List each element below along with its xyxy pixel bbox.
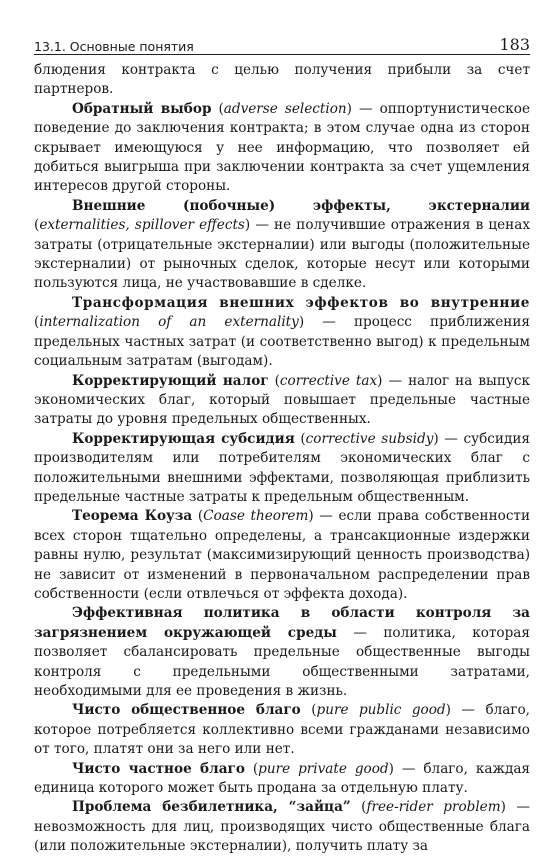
glossary-term: Корректирующий налог xyxy=(72,372,269,389)
definition-text: — субсидия производителям или потребителям экономических благ с положительными внешними эффектами, позволяющая приблизить предельные частные затраты к предельным общественным. xyxy=(34,430,530,505)
section-title: 13.1. Основные понятия xyxy=(34,39,194,54)
english-term: externalities, spillover effects xyxy=(39,217,245,234)
glossary-entry xyxy=(34,430,530,508)
english-term: Coase theorem xyxy=(203,508,309,525)
english-term: pure public good xyxy=(316,702,446,719)
paren-close: ) xyxy=(500,799,506,816)
english-term: free-rider problem xyxy=(366,799,501,816)
glossary-entry xyxy=(34,760,530,799)
running-header xyxy=(34,30,530,55)
paren-open: ( xyxy=(211,100,224,117)
english-term: corrective subsidy xyxy=(305,430,434,447)
glossary-term: Внешние (побочные) эффекты, экстерналии xyxy=(72,197,530,214)
glossary-term: Эффективная политика в области контроля за загрязнением окружающей среды xyxy=(34,605,530,641)
glossary-term: Проблема безбилетника, “зайца” xyxy=(72,799,351,816)
glossary-entry xyxy=(34,372,530,430)
glossary-entry xyxy=(34,294,530,372)
glossary-entry xyxy=(34,701,530,759)
paren-open: ( xyxy=(34,217,40,234)
definition-text: — политика, которая позволяет сбалансировать предельные общественные выгоды контроля с предельными общественными затратами, необходимыми для ее проведения в жизнь. xyxy=(34,624,530,699)
glossary-entry xyxy=(34,798,530,856)
definition-text: — благо, каждая единица которого может быть продана за отдельную плату. xyxy=(34,760,531,797)
definition-text: — невозможность для лиц, производящих чисто общественные блага (или положительные экстерналии), получить плату за xyxy=(34,799,530,855)
english-term: corrective tax xyxy=(279,372,378,389)
paren-close: ) xyxy=(433,430,439,447)
glossary-term: Чисто частное благо xyxy=(72,760,245,777)
definition-text: — налог на выпуск экономических благ, который повышает предельные частные затраты до уровня предельных общественных. xyxy=(34,372,530,428)
glossary-entry xyxy=(34,197,530,294)
paren-open: ( xyxy=(268,372,280,389)
paren-open: ( xyxy=(244,760,259,777)
definition-text: — оппортунистическое поведение до заключения контракта; в этом случае одна из сторон скрывает имеющуюся у нее информацию, что позволяет ей добиться выигрыша при заключении контракта за счет ущемления интересов другой стороны. xyxy=(34,100,530,195)
definition-text: — процесс приближения предельных частных затрат (и соответственно выгод) к предельным социальным затратам (выгодам). xyxy=(34,314,530,370)
glossary-term: Корректирующая субсидия xyxy=(72,430,295,447)
glossary-entry xyxy=(34,604,530,701)
glossary-term: Трансформация внешних эффектов во внутренние xyxy=(72,294,530,311)
glossary-text xyxy=(34,61,530,857)
paren-close: ) xyxy=(298,314,305,331)
glossary-term: Теорема Коуза xyxy=(72,508,193,525)
continued-paragraph xyxy=(34,61,530,100)
definition-text: — если права собственности всех сторон тщательно определены, а трансакционные издержки равны нулю, результат (максимизирующий ценность производства) не зависит от изменений в первоначальном распределении прав собственности (если отвлечься от эффекта дохода). xyxy=(34,508,531,602)
glossary-term: Обратный выбор xyxy=(72,100,212,117)
page-number: 183 xyxy=(499,35,530,54)
definition-text: — благо, которое потребляется коллективно всеми гражданами независимо от того, платят они за него или нет. xyxy=(34,702,530,758)
glossary-term: Чисто общественное благо xyxy=(72,702,301,719)
paren-close: ) xyxy=(244,217,251,234)
paren-open: ( xyxy=(350,799,367,816)
paren-open: ( xyxy=(300,702,317,719)
english-term: internalization of an externality xyxy=(39,314,299,331)
paren-close: ) xyxy=(377,372,383,389)
paren-open: ( xyxy=(192,508,204,525)
paren-close: ) xyxy=(445,702,451,719)
paren-close: ) xyxy=(346,100,352,117)
glossary-entry xyxy=(34,100,530,197)
paren-close: ) xyxy=(388,760,394,777)
paren-open: ( xyxy=(34,314,40,331)
english-term: pure private good xyxy=(258,760,389,777)
english-term: adverse selection xyxy=(223,100,347,117)
definition-text: — не получившие отражения в ценах затраты (отрицательные экстерналии) или выгоды (положительные экстерналии) от рыночных сделок, которые несут или которыми пользуются лица, не участвовавшие в сделке. xyxy=(34,217,530,292)
glossary-entry xyxy=(34,507,530,604)
paren-open: ( xyxy=(294,430,306,447)
paren-close: ) xyxy=(308,508,314,525)
definition-text: блюдения контракта с целью получения прибыли за счет партнеров. xyxy=(34,62,530,98)
